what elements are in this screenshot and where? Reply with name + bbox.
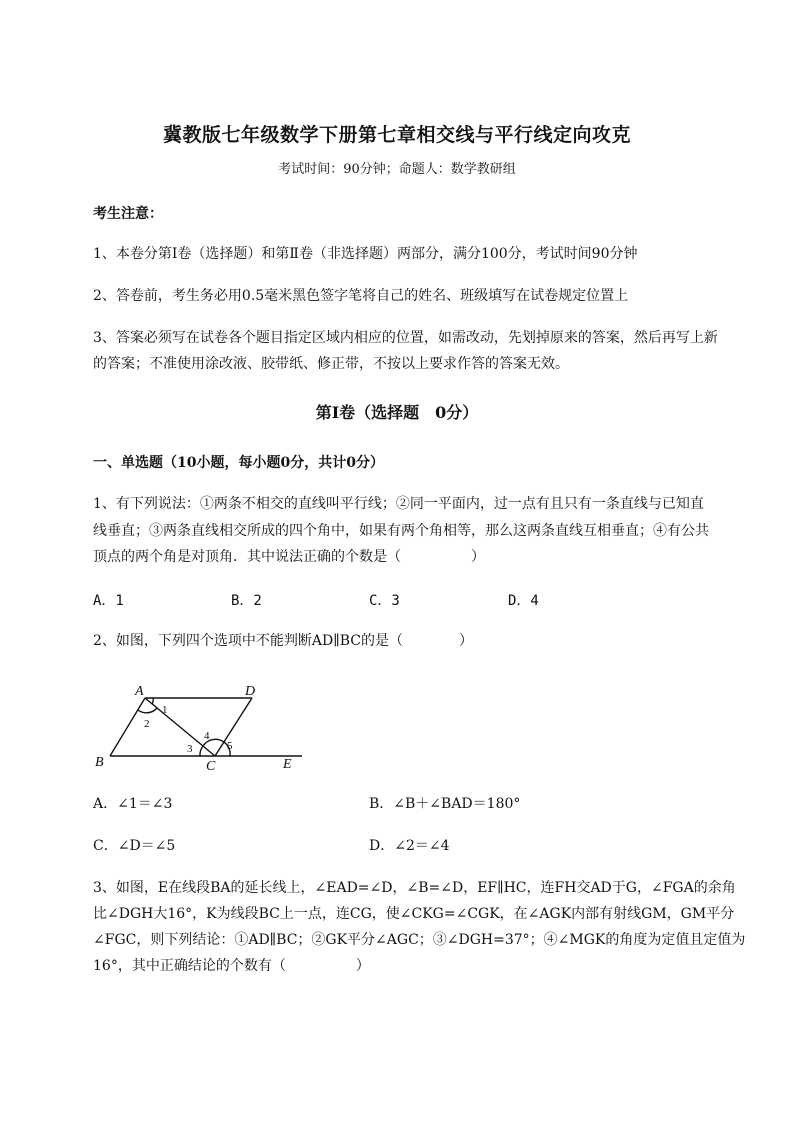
label-e: E — [283, 757, 292, 772]
section-title: 第I卷（选择题 0分） — [315, 403, 479, 422]
label-angle-3: 3 — [187, 743, 193, 755]
notice-item-3: 3、答案必须写在试卷各个题目指定区域内相应的位置，如需改动，先划掉原来的答案，然后再写上新 — [93, 330, 718, 346]
q1-option-d: D．4 — [508, 593, 539, 609]
notice-item-3-cont: 的答案；不准使用涂改液、胶带纸、修正带，不按以上要求作答的答案无效。 — [93, 356, 569, 372]
angle-3-arc — [200, 746, 203, 756]
q3-line-4: 16°，其中正确结论的个数有（ ） — [93, 958, 370, 974]
notice-item-2: 2、答卷前，考生务必用0.5毫米黑色签字笔将自己的姓名、班级填写在试卷规定位置上 — [93, 288, 629, 304]
q1-option-b: B．2 — [231, 593, 262, 609]
q3-line-3: ∠FGC，则下列结论：①AD∥BC；②GK平分∠AGC；③∠DGH=37°；④∠MGK的角度为定值且定值为 — [93, 932, 746, 948]
label-b: B — [95, 755, 104, 770]
exam-info: 考试时间：90分钟；命题人：数学教研组 — [278, 162, 516, 177]
angle-2-arc — [138, 708, 157, 713]
segment-ac — [145, 698, 215, 756]
label-angle-2: 2 — [144, 718, 150, 730]
part-heading: 一、单选题（10小题，每小题0分，共计0分） — [93, 455, 384, 471]
q2-option-a: A．∠1＝∠3 — [93, 796, 173, 812]
q2-option-d: D．∠2＝∠4 — [369, 838, 450, 854]
label-angle-1: 1 — [162, 704, 168, 716]
label-angle-4: 4 — [204, 730, 210, 742]
notice-item-1: 1、本卷分第I卷（选择题）和第Ⅱ卷（非选择题）两部分，满分100分，考试时间90分钟 — [93, 246, 638, 262]
q1-option-a: A．1 — [93, 593, 124, 609]
q1-line-2: 线垂直；③两条直线相交所成的四个角中，如果有两个角相等，那么这两条直线互相垂直；④有公共 — [93, 523, 709, 539]
q3-line-1: 3、如图，E在线段BA的延长线上，∠EAD=∠D，∠B=∠D，EF∥HC，连FH交AD于G，∠FGA的余角 — [93, 880, 736, 896]
q3-line-2: 比∠DGH大16°，K为线段BC上一点，连CG，使∠CKG=∠CGK，在∠AGK内部有射线GM，GM平分 — [93, 906, 735, 922]
label-d: D — [245, 684, 256, 699]
angle-1-arc — [152, 698, 153, 704]
q2-stem: 2、如图，下列四个选项中不能判断AD∥BC的是（ ） — [93, 633, 473, 649]
q1-line-1: 1、有下列说法：①两条不相交的直线叫平行线；②同一平面内，过一点有且只有一条直线与已知直 — [93, 496, 704, 512]
q2-parallelogram-figure — [90, 680, 310, 772]
page-title: 冀教版七年级数学下册第七章相交线与平行线定向攻克 — [162, 124, 631, 146]
q1-option-c: C．3 — [369, 593, 400, 609]
q2-option-b: B．∠B＋∠BAD＝180° — [369, 796, 521, 812]
q1-line-3: 顶点的两个角是对顶角．其中说法正确的个数是（ ） — [93, 549, 485, 565]
segment-ab — [110, 698, 145, 756]
notice-heading: 考生注意： — [93, 206, 163, 222]
segment-dc — [215, 698, 252, 756]
label-angle-5: 5 — [227, 740, 233, 752]
q2-option-c: C．∠D＝∠5 — [93, 838, 176, 854]
label-a: A — [135, 684, 144, 699]
label-c: C — [206, 759, 216, 772]
